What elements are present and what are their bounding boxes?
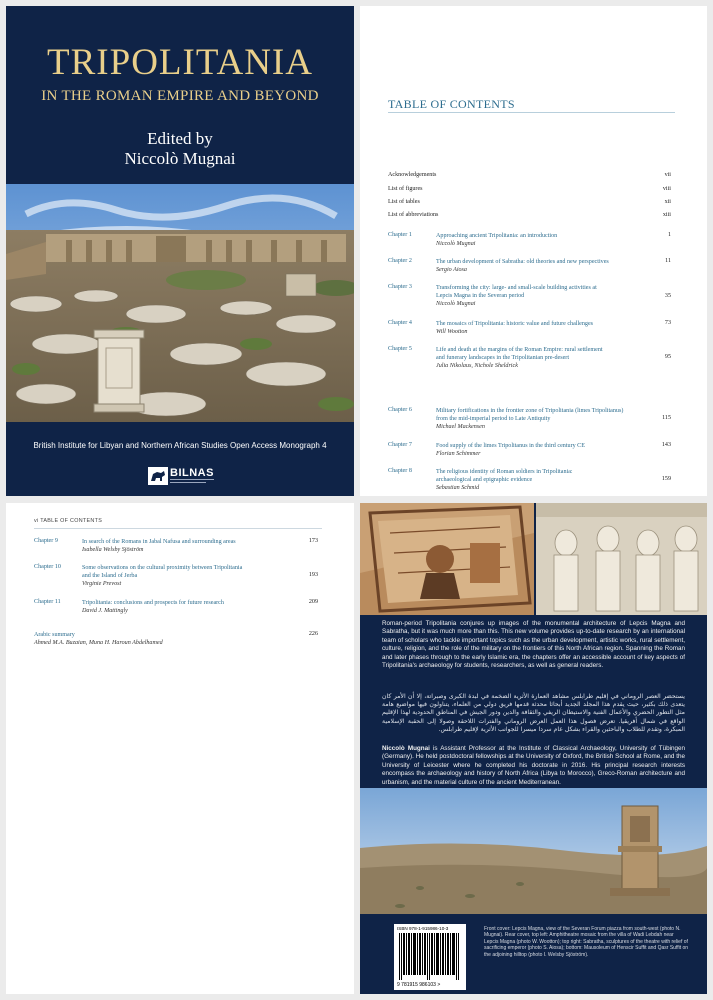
chapter-title: In search of the Romans in Jabal Nafusa and surrounding areas — [82, 539, 236, 545]
chapter-page: 35 — [664, 293, 671, 299]
chapter-page: 11 — [665, 258, 671, 264]
chapter-title: Tripolitania: conclusions and prospects for future research — [82, 600, 224, 606]
entry-label: List of figures — [388, 186, 423, 192]
arabic-summary-page: 226 — [308, 631, 318, 637]
relief-photo — [536, 503, 707, 615]
chapter-author: David J. Mattingly — [82, 608, 128, 614]
chapter-author: Florian Schimmer — [436, 451, 481, 457]
chapter-page: 159 — [661, 476, 671, 482]
chapter-page: 209 — [308, 599, 318, 605]
logo-text: BILNAS — [170, 467, 214, 479]
entry-label: Acknowledgements — [388, 172, 437, 178]
series-line: British Institute for Libyan and Northern African Studies Open Access Monograph 4 — [33, 441, 327, 450]
toc-entry-list-of-abbreviations[interactable] — [388, 212, 671, 221]
back-blurb: Roman-period Tripolitania conjures up images of the monumental architecture of Lepcis Magna and Sabratha, but it was much more than this. This new volume provides up-to-date research by an international team of scholars who tackle important topics such as the urban development, artistic works, rural settlement, culture, religion, and the role of the military on the frontiers of this North African region. Spanning the Roman and later phases through to the early Islamic era, the chapters offer an accessible account of key aspects of Tripolitania's archaeology for students, researchers, as well as general readers. — [382, 620, 685, 670]
editor-bio — [382, 745, 685, 787]
arabic-summary-title: Arabic summary — [34, 632, 75, 638]
chapter-number: Chapter 7 — [388, 442, 412, 448]
chapter-number: Chapter 5 — [388, 346, 412, 352]
isbn-label: ISBN 978-1-915986-10-3 — [397, 926, 449, 931]
chapter-title: Transforming the city: large- and small-scale building activities at — [436, 285, 597, 291]
cover-photo — [6, 184, 354, 422]
entry-label: List of abbreviations — [388, 212, 439, 218]
chapter-number: Chapter 3 — [388, 284, 412, 290]
lion-icon — [148, 467, 168, 485]
toc-arabic-summary[interactable] — [34, 631, 318, 647]
entry-page: vii — [664, 172, 671, 178]
chapter-number: Chapter 9 — [34, 538, 58, 544]
edited-by-label: Edited by — [147, 129, 213, 148]
arabic-summary-author: Ahmed M.A. Buzaian, Muna H. Haroun Abdelhamed — [34, 640, 163, 646]
bio-name: Niccolò Mugnai — [382, 745, 430, 752]
chapter-number: Chapter 1 — [388, 232, 412, 238]
chapter-author: Julia Nikolaus, Nichole Sheldrick — [436, 363, 518, 369]
entry-page: viii — [662, 186, 671, 192]
chapter-title: Some observations on the cultural proximity between Tripolitania — [82, 565, 243, 571]
chapter-number: Chapter 4 — [388, 320, 412, 326]
toc-heading: TABLE OF CONTENTS — [388, 97, 515, 111]
chapter-page: 143 — [661, 442, 671, 448]
chapter-author: Sebastian Schmid — [436, 485, 480, 491]
arabic-blurb: يستحضر العصر الروماني في إقليم طرابلس مشاهد العمارة الأثرية الضخمة في لبدة الكبرى وصبراتة، إلا أن الأمر كان يتعدى ذلك بكثير، حيث يقدم هذا المجلد الجديد أبحاثا محدثة قدمها فريق دولي من العلماء، يتناولون فيها مواضيع هامة مثل التطور الحضري والأعمال الفنية والاستيطان الريفي والثقافة والدين ودور الجيش في المناطق الحدودية لهذا الإقليم الواقع في شمال أفريقيا. تعرض فصول هذا العمل العرض الروماني والفترات اللاحقة وصولا إلى الحقبة الإسلامية المبكرة، وتقدم للطلاب والباحثين والقراء بشكل عام سردا ميسرا للجوانب الأثرية لإقليم طرابلس. — [382, 693, 685, 733]
chapter-number: Chapter 2 — [388, 258, 412, 264]
book-title: TRIPOLITANIA — [47, 42, 313, 83]
chapter-title: Life and death at the margins of the Roman Empire: rural settlement — [436, 347, 603, 353]
chapter-title: The religious identity of Roman soldiers in Tripolitania: — [436, 469, 573, 475]
front-cover — [6, 6, 354, 496]
chapter-title: Military fortifications in the frontier zone of Tripolitania (limes Tripolitanus) — [436, 408, 624, 414]
chapter-page: 115 — [662, 415, 671, 421]
chapter-title: Food supply of the limes Tripolitanus in the third century CE — [436, 443, 585, 449]
chapter-page: 193 — [308, 572, 318, 578]
book-subtitle: IN THE ROMAN EMPIRE AND BEYOND — [41, 88, 319, 104]
chapter-author: Sergio Aiosa — [436, 267, 467, 273]
chapter-author: Virginie Prevost — [82, 581, 122, 587]
barcode — [399, 933, 461, 980]
chapter-number: Chapter 10 — [34, 564, 61, 570]
bilnas-logo — [148, 467, 212, 487]
toc-page-2 — [6, 503, 354, 994]
chapter-author: Will Wootton — [436, 329, 468, 335]
back-cover — [360, 503, 707, 994]
chapter-page: 73 — [664, 320, 671, 326]
editor-name: Niccolò Mugnai — [124, 149, 236, 168]
toc-entry-acknowledgements[interactable] — [388, 172, 671, 181]
entry-label: List of tables — [388, 199, 420, 205]
photo-credits: Front cover: Lepcis Magna, view of the Severan Forum piazza from south-west (photo N. Mugnai). Rear cover, top left: Amphitheatre mosaic from the villa of Wadi Lebdah near Lepcis Magna (photo W. Wootton); top right: Sabratha, sculptures of the theatre with relief of sacrificing emperor (photo S. Aiosa); bottom: Mausoleum of Henscir Suffit and Qasr Suffit on the adjoining hilltop (photo I. Welsby Sjöström). — [484, 926, 689, 958]
chapter-title: The mosaics of Tripolitania: historic value and future challenges — [436, 321, 594, 327]
chapter-title-line-2: archaeological and epigraphic evidence — [436, 477, 533, 483]
mosaic-photo — [360, 503, 534, 615]
entry-page: xiii — [662, 212, 671, 218]
chapter-number: Chapter 8 — [388, 468, 412, 474]
chapter-title-line-2: and the Island of Jerba — [82, 573, 138, 579]
toc-page-1 — [360, 6, 707, 496]
chapter-title-line-2: Lepcis Magna in the Severan period — [436, 293, 525, 299]
chapter-title: Approaching ancient Tripolitania: an introduction — [436, 233, 558, 239]
running-head-rule — [34, 528, 322, 529]
chapter-page: 173 — [308, 538, 318, 544]
chapter-page: 1 — [667, 232, 671, 238]
chapter-author: Niccolò Mugnai — [436, 241, 476, 247]
chapter-title: The urban development of Sabratha: old theories and new perspectives — [436, 259, 609, 265]
chapter-number: Chapter 11 — [34, 599, 61, 605]
chapter-author: Isabella Welsby Sjöström — [82, 547, 144, 553]
chapter-title-line-2: and funerary landscapes in the Tripolitanian pre-desert — [436, 355, 570, 361]
chapter-author: Michael Mackensen — [436, 424, 485, 430]
bio-text: is Assistant Professor at the Institute of Classical Archaeology, University of Tübingen (Germany). He held postdoctoral fellowships at the University of Oxford, the British School at Rome, and the University of Leicester where he completed his doctorate in 2016. His principal research interests encompass the archaeology and history of North Africa (Libya to Morocco), Greco-Roman architecture and urbanism, and the material culture of the ancient Mediterranean. — [382, 745, 685, 786]
entry-page: xii — [664, 199, 671, 205]
chapter-author: Niccolò Mugnai — [436, 301, 476, 307]
isbn-barcode-block — [394, 924, 466, 990]
running-head: vi TABLE OF CONTENTS — [34, 518, 103, 524]
chapter-title-line-2: from the mid-imperial period to Late Antiquity — [436, 416, 551, 422]
chapter-number: Chapter 6 — [388, 407, 412, 413]
logo-subtext — [170, 479, 214, 484]
mausoleum-photo — [360, 788, 707, 914]
heading-rule — [388, 112, 675, 113]
toc-entry-list-of-tables[interactable] — [388, 199, 671, 208]
chapter-page: 95 — [664, 354, 671, 360]
toc-entry-list-of-figures[interactable] — [388, 186, 671, 195]
isbn-digits: 9 781915 986103 > — [397, 982, 441, 988]
